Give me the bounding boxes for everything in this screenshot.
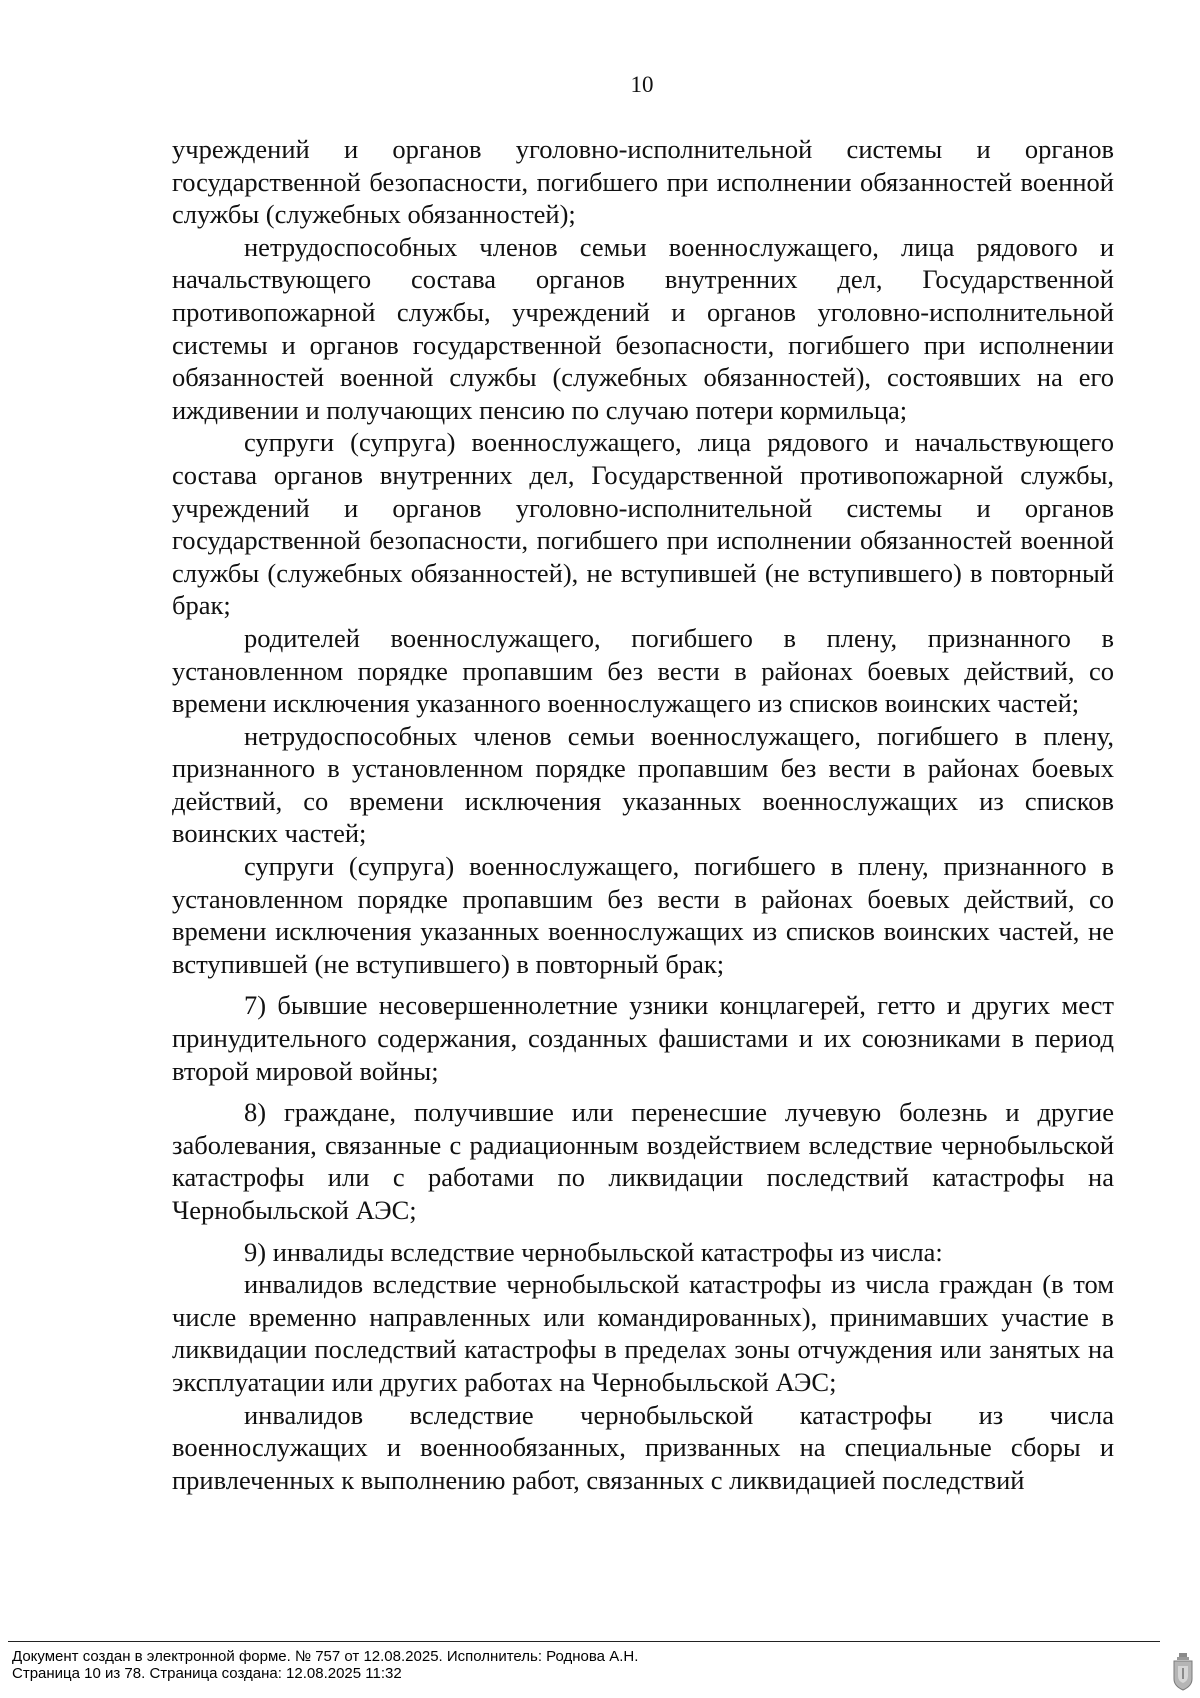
coat-of-arms-icon xyxy=(1170,1652,1196,1692)
footer-page-info: Страница 10 из 78. Страница создана: 12.08.2025 11:32 xyxy=(12,1665,402,1682)
paragraph-chernobyl-military: инвалидов вследствие чернобыльской катастрофы из числа военнослужащих и военнообязанных, призванных на специальные сборы и привлеченных к выполнению работ, связанных с ликвидацией последствий xyxy=(172,1399,1114,1495)
paragraph-item-7: 7) бывшие несовершеннолетние узники концлагерей, гетто и других мест принудительного содержания, созданных фашистами и их союзниками в период второй мировой войны; xyxy=(172,990,1114,1086)
document-footer xyxy=(12,1648,638,1682)
paragraph-family-of-captive: нетрудоспособных членов семьи военнослужащего, погибшего в плену, признанного в установленном порядке пропавшим без вести в районах боевых действий, со времени исключения указанных военнослужащих из списков воинских частей; xyxy=(172,720,1114,849)
paragraph-item-8: 8) граждане, получившие или перенесшие лучевую болезнь и другие заболевания, связанные с радиационным воздействием вследствие чернобыльской катастрофы или с работами по ликвидации последствий катастрофы на Чернобыльской АЭС; xyxy=(172,1097,1114,1225)
paragraph-disabled-family-members: нетрудоспособных членов семьи военнослужащего, лица рядового и начальствующего состава органов внутренних дел, Государственной противопожарной службы, учреждений и органов уголовно-исполнительной системы и органов государственной безопасности, погибшего при исполнении обязанностей военной службы (служебных обязанностей), состоявших на его иждивении и получающих пенсию по случаю потери кормильца; xyxy=(172,231,1114,425)
document-body xyxy=(172,133,1114,1496)
paragraph-spouse-of-deceased: супруги (супруга) военнослужащего, лица рядового и начальствующего состава органов внутренних дел, Государственной противопожарной службы, учреждений и органов уголовно-исполнительной системы и органов государственной безопасности, погибшего при исполнении обязанностей военной службы (служебных обязанностей), не вступившей (не вступившего) в повторный брак; xyxy=(172,427,1114,621)
footer-divider xyxy=(8,1641,1160,1642)
footer-document-info: Документ создан в электронной форме. № 757 от 12.08.2025. Исполнитель: Роднова А.Н. xyxy=(12,1648,639,1665)
page-number: 10 xyxy=(630,72,654,97)
paragraph-item-9: 9) инвалиды вследствие чернобыльской катастрофы из числа: xyxy=(244,1236,943,1267)
paragraph-chernobyl-liquidators: инвалидов вследствие чернобыльской катастрофы из числа граждан (в том числе временно направленных или командированных), принимавших участие в ликвидации последствий катастрофы в пределах зоны отчуждения или занятых на эксплуатации или других работах на Чернобыльской АЭС; xyxy=(172,1269,1114,1397)
paragraph-parents-of-captive: родителей военнослужащего, погибшего в плену, признанного в установленном порядке пропавшим без вести в районах боевых действий, со времени исключения указанного военнослужащего из списков воинских частей; xyxy=(172,622,1114,719)
paragraph-spouse-of-captive: супруги (супруга) военнослужащего, погибшего в плену, признанного в установленном порядке пропавшим без вести в районах боевых действий, со времени исключения указанных военнослужащих из списков воинских частей, не вступившей (не вступившего) в повторный брак; xyxy=(172,851,1114,979)
paragraph-continuation: учреждений и органов уголовно-исполнительной системы и органов государственной безопасности, погибшего при исполнении обязанностей военной службы (служебных обязанностей); xyxy=(172,134,1114,230)
